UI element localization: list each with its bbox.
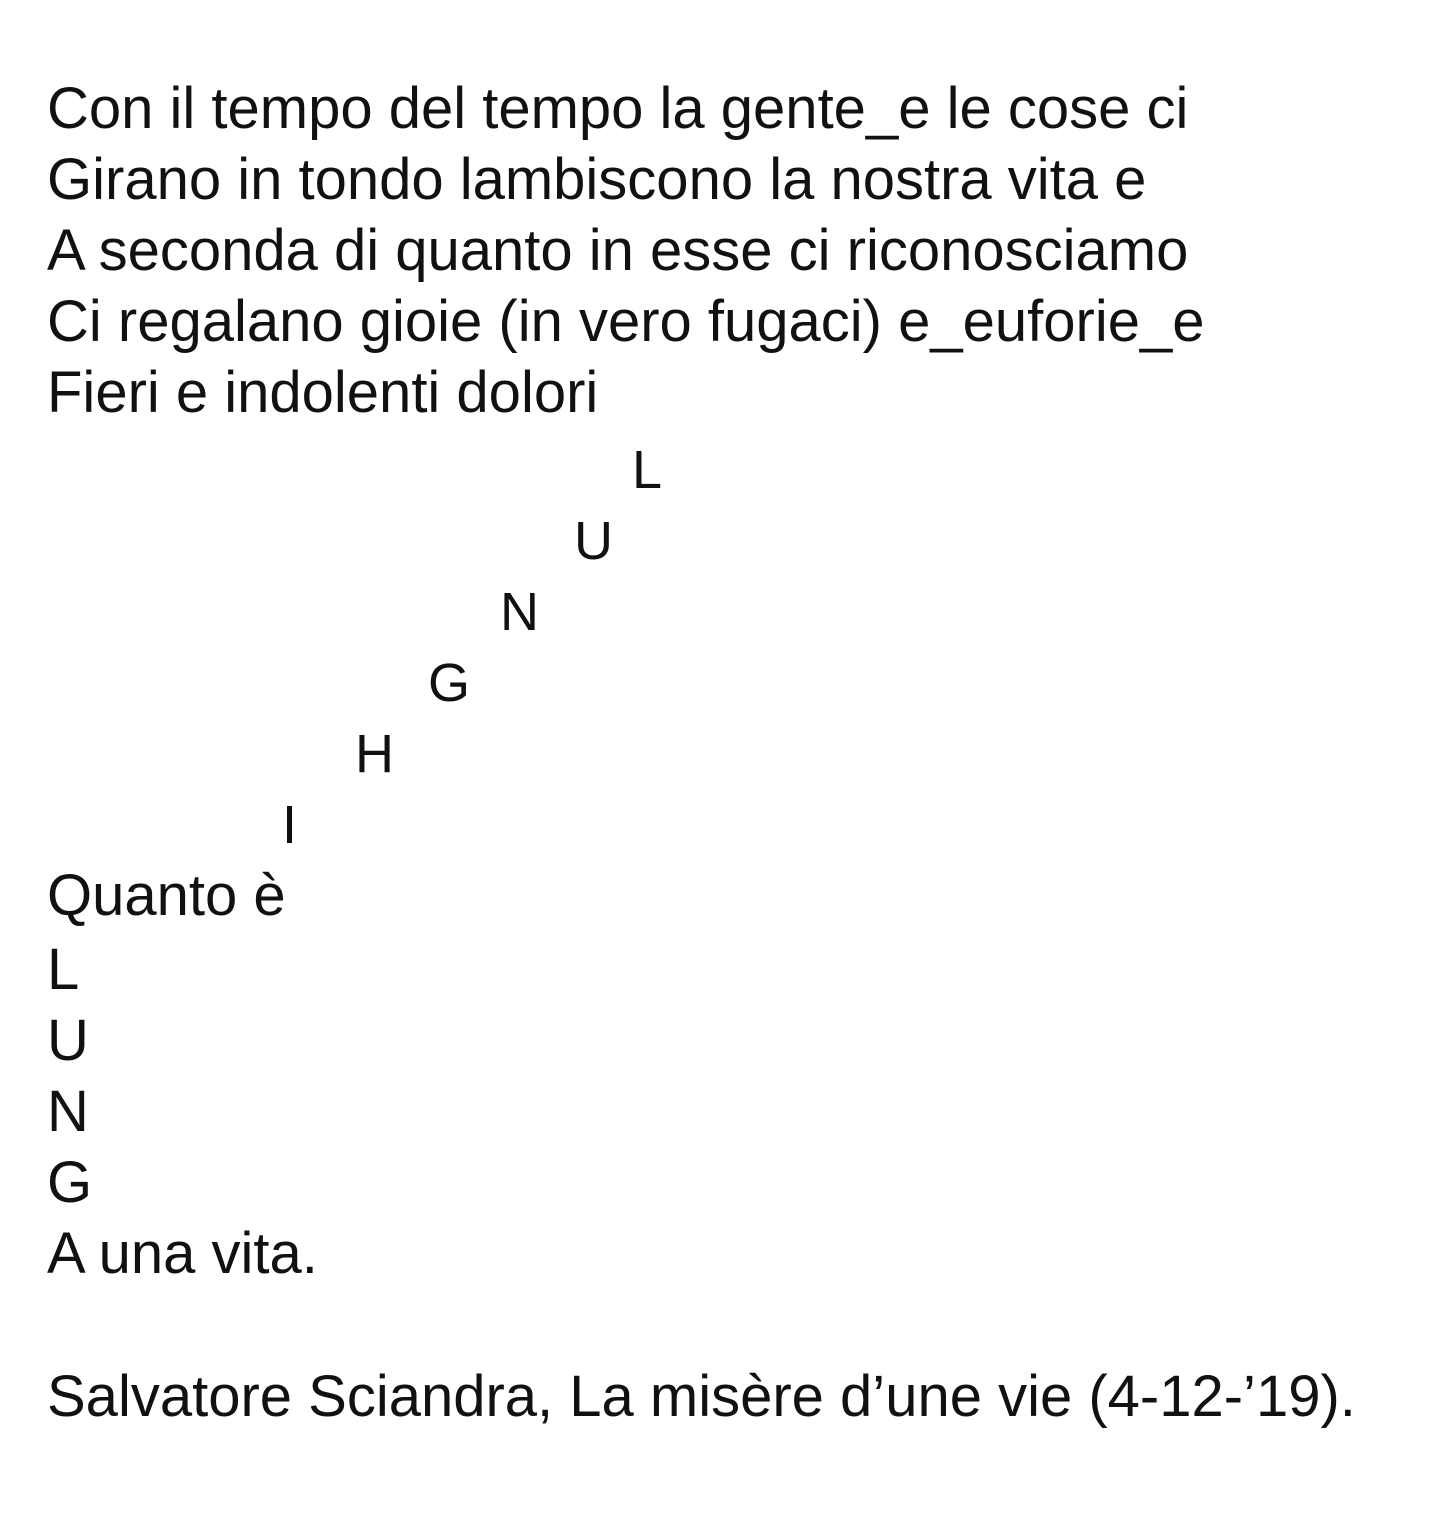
signature-line: Salvatore Sciandra, La misère d’une vie (4-12-’19). (47, 1364, 1356, 1429)
poem-line-1: Con il tempo del tempo la gente_e le cose ci (47, 76, 1189, 141)
vertical-letter-l: L (47, 937, 80, 1002)
vertical-letter-g: G (47, 1150, 93, 1215)
diagonal-letter-n: N (500, 582, 539, 642)
diagonal-letter-u: U (574, 511, 613, 571)
quanto-line: Quanto è (47, 863, 286, 928)
diagonal-letter-i: I (282, 795, 298, 855)
vertical-letter-n: N (47, 1079, 89, 1144)
closing-line: A una vita. (47, 1221, 318, 1286)
diagonal-letter-g: G (428, 653, 471, 713)
diagonal-letter-l: L (632, 440, 663, 500)
vertical-letter-u: U (47, 1008, 89, 1073)
poem-line-4: Ci regalano gioie (in vero fugaci) e_euforie_e (47, 289, 1205, 354)
poem-line-2: Girano in tondo lambiscono la nostra vita e (47, 147, 1147, 212)
poem-line-3: A seconda di quanto in esse ci riconosciamo (47, 218, 1189, 283)
poem-line-5: Fieri e indolenti dolori (47, 360, 599, 425)
diagonal-letter-h: H (355, 724, 394, 784)
